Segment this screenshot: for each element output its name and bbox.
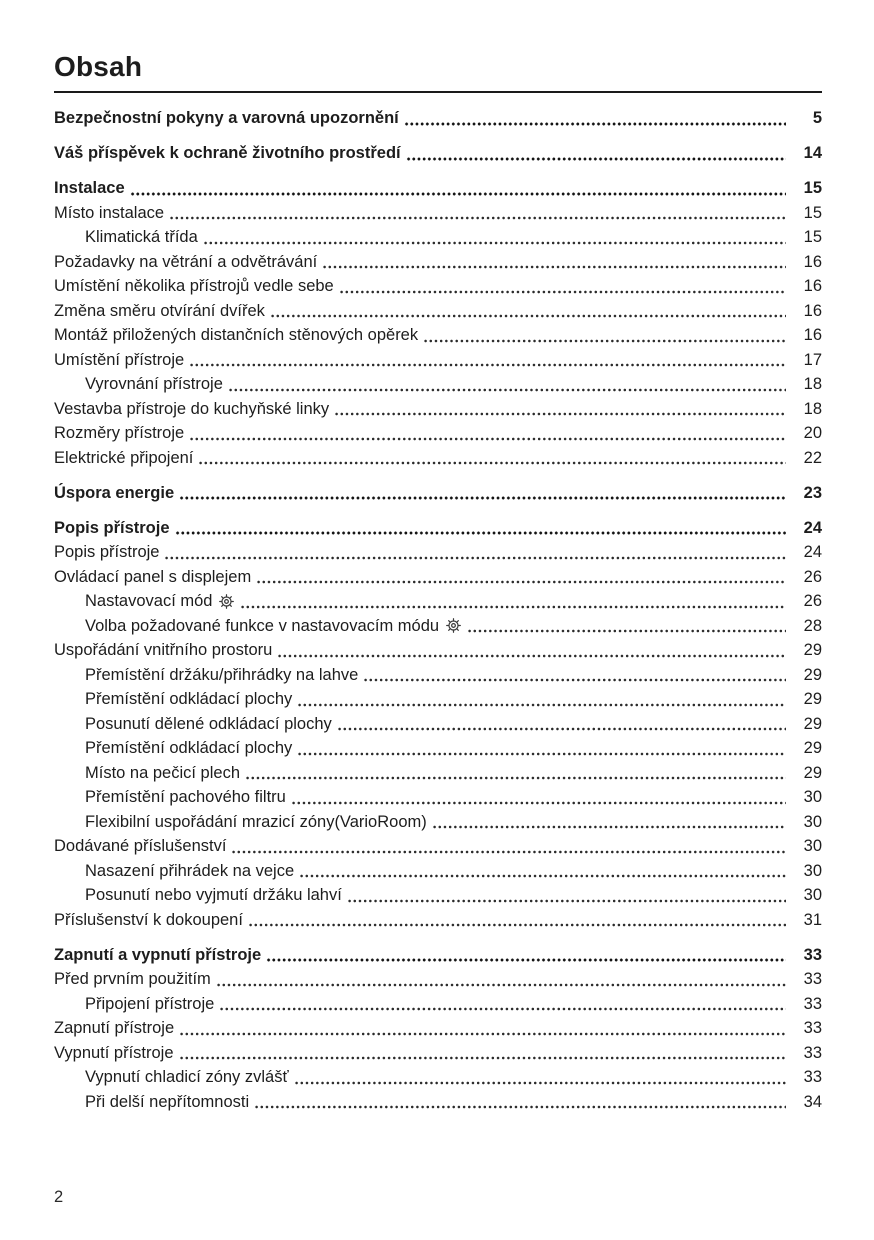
toc-entry-label: Nastavovací mód (54, 589, 235, 614)
toc-entry (54, 614, 822, 639)
toc-entry-page-number: 33 (803, 945, 822, 964)
dot-leader (363, 663, 786, 688)
page-title: Obsah (54, 51, 143, 82)
toc-entry-page-number: 22 (803, 448, 822, 467)
toc-entry (54, 516, 822, 541)
dot-leader (337, 712, 786, 737)
toc-entry (54, 372, 822, 397)
dot-leader (291, 785, 786, 810)
dot-leader (334, 397, 786, 422)
toc-entry-label: Ovládací panel s displejem (54, 567, 252, 586)
dot-leader (294, 1065, 786, 1090)
toc-entry-page-number: 33 (803, 1043, 822, 1062)
toc-entry-label: Vypnutí přístroje (54, 1043, 174, 1062)
toc-entry (54, 1065, 822, 1090)
toc-entry (54, 810, 822, 835)
dot-leader (248, 908, 786, 933)
toc-entry-label: Nasazení přihrádek na vejce (85, 861, 295, 880)
toc-entry-label: Při delší nepřítomnosti (85, 1092, 250, 1111)
toc-entry-page-number: 26 (803, 592, 822, 610)
toc-entry (54, 397, 822, 422)
dot-leader (216, 967, 786, 992)
toc-entry-page-number: 29 (803, 690, 822, 708)
toc-entry (54, 225, 822, 250)
toc-entry-label: Volba požadované funkce v nastavovacím módu (54, 614, 462, 639)
toc-entry (54, 859, 822, 884)
toc-entry-page-number: 33 (803, 1068, 822, 1086)
dot-leader (219, 992, 786, 1017)
toc-entry-label: Popis přístroje (54, 543, 160, 561)
dot-leader (130, 176, 786, 201)
dot-leader (240, 589, 786, 614)
dot-leader (406, 141, 786, 166)
toc-entry (54, 967, 822, 992)
toc-entry (54, 785, 822, 810)
toc-entry-page-number: 31 (803, 910, 822, 929)
toc-entry-page-number: 28 (803, 616, 822, 635)
toc-entry-page-number: 14 (803, 144, 822, 162)
dot-leader (256, 565, 786, 590)
toc-entry-label: Váš příspěvek k ochraně životního prostředí (54, 144, 401, 162)
toc-entry (54, 761, 822, 786)
toc-entry-page-number: 16 (803, 277, 822, 295)
toc-entry-label: Elektrické připojení (54, 448, 194, 467)
dot-leader (297, 687, 786, 712)
toc-entry-label: Instalace (54, 179, 125, 197)
toc-entry-page-number: 24 (803, 518, 822, 537)
toc-entry-label: Vestavba přístroje do kuchyňské linky (54, 399, 330, 418)
toc-entry (54, 1041, 822, 1066)
toc-entry (54, 908, 822, 933)
dot-leader (169, 201, 786, 226)
toc-entry-page-number: 5 (812, 109, 822, 127)
toc-entry (54, 589, 822, 614)
toc-entry (54, 1090, 822, 1115)
toc-entry-label: Umístění přístroje (54, 350, 185, 369)
gear-icon (445, 617, 462, 634)
toc-entry (54, 992, 822, 1017)
toc-entry-label: Přemístění držáku/přihrádky na lahve (85, 665, 359, 684)
toc-entry-page-number: 15 (803, 179, 822, 197)
toc-entry (54, 323, 822, 348)
toc-entry (54, 141, 822, 166)
toc-entry-label: Uspořádání vnitřního prostoru (54, 641, 273, 659)
toc-entry-page-number: 15 (803, 228, 822, 246)
toc-entry-label: Vyrovnání přístroje (85, 375, 223, 393)
toc-entry (54, 481, 822, 506)
dot-leader (231, 834, 786, 859)
dot-leader (299, 859, 786, 884)
dot-leader (179, 1041, 786, 1066)
toc-entry (54, 834, 822, 859)
toc-entry-page-number: 24 (803, 543, 822, 561)
dot-leader (322, 250, 786, 275)
toc-entry-label: Umístění několika přístrojů vedle sebe (54, 277, 334, 295)
toc-entry-page-number: 33 (803, 1019, 822, 1037)
toc-entry (54, 176, 822, 201)
toc-entry (54, 421, 822, 446)
toc-entry (54, 638, 822, 663)
toc-entry-label: Úspora energie (54, 483, 175, 502)
toc-entry-page-number: 20 (803, 424, 822, 442)
toc-entry-page-number: 30 (803, 812, 822, 831)
dot-leader (404, 106, 786, 131)
dot-leader (179, 481, 786, 506)
dot-leader (266, 943, 786, 968)
toc-entry-label: Dodávané příslušenství (54, 837, 227, 855)
toc-entry-page-number: 29 (803, 763, 822, 782)
toc-entry-page-number: 26 (803, 567, 822, 586)
toc-entry-label: Popis přístroje (54, 518, 170, 537)
toc-entry (54, 687, 822, 712)
toc-entry-label: Připojení přístroje (85, 994, 215, 1013)
toc-entry (54, 446, 822, 471)
toc-entry-page-number: 16 (803, 252, 822, 271)
toc-entry-label: Přemístění odkládací plochy (85, 739, 293, 757)
toc-entry (54, 250, 822, 275)
toc-entry-label: Zapnutí přístroje (54, 1019, 175, 1037)
dot-leader (203, 225, 786, 250)
toc-entry-page-number: 16 (803, 301, 822, 320)
toc-entry-label: Rozměry přístroje (54, 424, 185, 442)
dot-leader (179, 1016, 786, 1041)
toc-entry-label: Posunutí nebo vyjmutí držáku lahví (85, 886, 342, 904)
toc-entry-label: Posunutí dělené odkládací plochy (85, 714, 332, 733)
toc-list (54, 106, 822, 1114)
toc-entry-label: Zapnutí a vypnutí přístroje (54, 945, 262, 964)
toc-entry-label: Změna směru otvírání dvířek (54, 301, 265, 320)
toc-entry (54, 106, 822, 131)
toc-entry-page-number: 30 (803, 837, 822, 855)
footer-page-number: 2 (54, 1188, 64, 1206)
toc-entry-label: Montáž přiložených distančních stěnových opěrek (54, 326, 419, 344)
toc-entry-label: Přemístění odkládací plochy (85, 690, 293, 708)
dot-leader (189, 421, 786, 446)
gear-icon (218, 593, 235, 610)
dot-leader (198, 446, 786, 471)
dot-leader (189, 348, 786, 373)
dot-leader (467, 614, 786, 639)
toc-entry-label: Klimatická třída (85, 228, 198, 246)
toc-entry-page-number: 29 (803, 714, 822, 733)
toc-entry-label: Bezpečnostní pokyny a varovná upozornění (54, 109, 399, 127)
toc-entry-page-number: 30 (803, 861, 822, 880)
toc-entry-page-number: 33 (803, 994, 822, 1013)
toc-entry-label: Požadavky na větrání a odvětrávání (54, 252, 318, 271)
toc-entry-page-number: 15 (803, 203, 822, 222)
toc-entry-label: Přemístění pachového filtru (85, 788, 286, 806)
dot-leader (270, 299, 786, 324)
toc-entry-label: Flexibilní uspořádání mrazicí zóny(VarioRoom) (85, 812, 427, 831)
toc-entry-label: Příslušenství k dokoupení (54, 910, 243, 929)
toc-entry (54, 943, 822, 968)
toc-entry-page-number: 17 (803, 350, 822, 369)
toc-entry-page-number: 29 (803, 665, 822, 684)
toc-entry-page-number: 23 (803, 483, 822, 502)
toc-entry-page-number: 29 (803, 641, 822, 659)
toc-entry (54, 712, 822, 737)
dot-leader (254, 1090, 786, 1115)
toc-entry-label: Vypnutí chladicí zóny zvlášť (85, 1068, 289, 1086)
dot-leader (164, 540, 786, 565)
dot-leader (297, 736, 786, 761)
toc-entry-label: Místo na pečicí plech (85, 763, 240, 782)
toc-entry-page-number: 34 (803, 1092, 822, 1111)
toc-entry (54, 540, 822, 565)
toc-entry (54, 1016, 822, 1041)
toc-entry (54, 348, 822, 373)
toc-entry-page-number: 29 (803, 739, 822, 757)
toc-entry-label: Před prvním použitím (54, 970, 211, 988)
toc-entry-page-number: 18 (803, 375, 822, 393)
toc-entry (54, 201, 822, 226)
dot-leader (245, 761, 786, 786)
toc-entry (54, 883, 822, 908)
toc-entry-page-number: 30 (803, 886, 822, 904)
toc-entry-page-number: 30 (803, 788, 822, 806)
toc-entry-page-number: 18 (803, 399, 822, 418)
dot-leader (432, 810, 786, 835)
toc-entry-label: Místo instalace (54, 203, 165, 222)
dot-leader (277, 638, 786, 663)
dot-leader (339, 274, 786, 299)
toc-entry-page-number: 16 (803, 326, 822, 344)
dot-leader (175, 516, 786, 541)
title-rule (54, 91, 822, 93)
toc-entry-page-number: 33 (803, 970, 822, 988)
dot-leader (347, 883, 786, 908)
toc-entry (54, 565, 822, 590)
toc-entry (54, 736, 822, 761)
toc-entry (54, 299, 822, 324)
toc-entry (54, 274, 822, 299)
dot-leader (423, 323, 786, 348)
dot-leader (228, 372, 786, 397)
toc-entry (54, 663, 822, 688)
